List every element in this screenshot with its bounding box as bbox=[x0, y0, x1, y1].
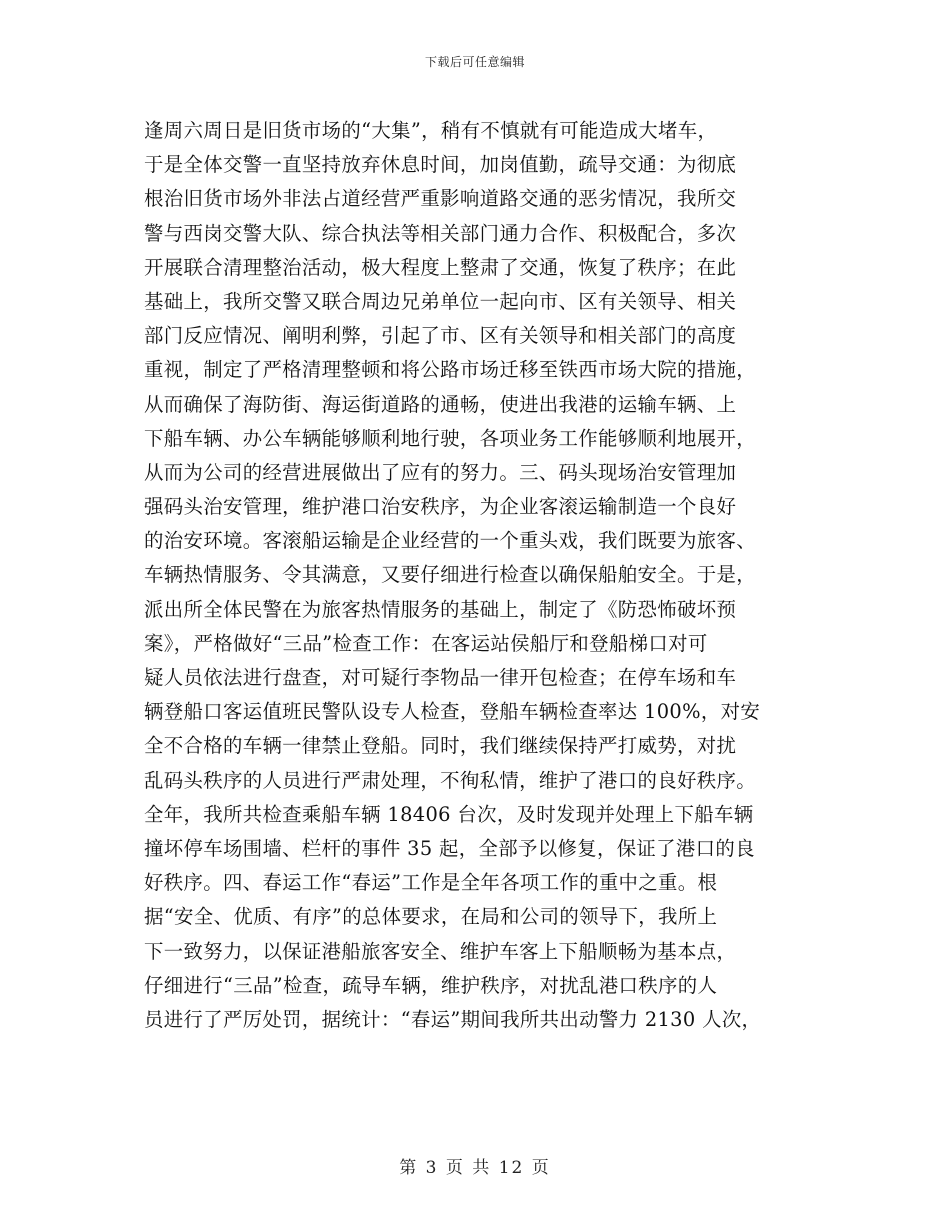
text-line: 下一致努力，以保证港船旅客安全、维护车客上下船顺畅为基本点， bbox=[144, 939, 737, 963]
text-line: 乱码头秩序的人员进行严肃处理，不徇私情，维护了港口的良好秩序。 bbox=[144, 768, 756, 792]
text-line: 的治安环境。客滚船运输是企业经营的一个重头戏，我们既要为旅客、 bbox=[144, 529, 756, 553]
text-line: 员进行了严厉处罚，据统计：“春运”期间我所共出动警力 2130 人次， bbox=[144, 1007, 762, 1031]
text-line: 从而确保了海防街、海运街道路的通畅，使进出我港的运输车辆、上 bbox=[144, 392, 737, 416]
text-line: 仔细进行“三品”检查，疏导车辆，维护秩序，对扰乱港口秩序的人 bbox=[144, 973, 718, 997]
text-line: 全不合格的车辆一律禁止登船。同时，我们继续保持严打威势，对扰 bbox=[144, 734, 737, 758]
text-line: 从而为公司的经营进展做出了应有的努力。三、码头现场治安管理加 bbox=[144, 460, 737, 484]
text-line: 案》，严格做好“三品”检查工作：在客运站侯船厅和登船梯口对可 bbox=[144, 631, 708, 655]
text-line: 辆登船口客运值班民警队设专人检查，登船车辆检查率达 100%，对安 bbox=[144, 700, 761, 724]
text-line: 警与西岗交警大队、综合执法等相关部门通力合作、积极配合，多次 bbox=[144, 221, 737, 245]
text-line: 据“安全、优质、有序”的总体要求，在局和公司的领导下，我所上 bbox=[144, 905, 718, 929]
text-line: 疑人员依法进行盘查，对可疑行李物品一律开包检查；在停车场和车 bbox=[144, 666, 737, 689]
page-number-footer: 第 3 页 共 12 页 bbox=[399, 1158, 551, 1178]
text-line: 车辆热情服务、令其满意，又要仔细进行检查以确保船舶安全。于是， bbox=[144, 563, 756, 587]
text-line: 逢周六周日是旧货市场的“大集”，稍有不慎就有可能造成大堵车， bbox=[144, 119, 718, 142]
text-line: 全年，我所共检查乘船车辆 18406 台次，及时发现并处理上下船车辆 bbox=[144, 802, 754, 826]
text-line: 强码头治安管理，维护港口治安秩序，为企业客滚运输制造一个良好 bbox=[144, 495, 737, 519]
text-line: 部门反应情况、阐明利弊，引起了市、区有关领导和相关部门的高度 bbox=[144, 324, 737, 348]
text-line: 重视，制定了严格清理整顿和将公路市场迁移至铁西市场大院的措施， bbox=[144, 358, 756, 382]
text-line: 撞坏停车场围墙、栏杆的事件 35 起，全部予以修复，保证了港口的良 bbox=[144, 836, 755, 860]
text-line: 开展联合清理整治活动，极大程度上整肃了交通，恢复了秩序；在此 bbox=[144, 255, 737, 279]
text-line: 好秩序。四、春运工作“春运”工作是全年各项工作的重中之重。根 bbox=[144, 871, 718, 895]
text-line: 下船车辆、办公车辆能够顺利地行驶，各项业务工作能够顺利地展开， bbox=[144, 426, 756, 450]
text-line: 于是全体交警一直坚持放弃休息时间，加岗值勤，疏导交通：为彻底 bbox=[144, 153, 737, 177]
page-header: 下载后可任意编辑 bbox=[424, 55, 525, 69]
document-body bbox=[144, 114, 814, 1037]
text-line: 派出所全体民警在为旅客热情服务的基础上，制定了《防恐怖破坏预 bbox=[144, 597, 737, 621]
text-line: 基础上，我所交警又联合周边兄弟单位一起向市、区有关领导、相关 bbox=[144, 289, 737, 313]
text-line: 根治旧货市场外非法占道经营严重影响道路交通的恶劣情况，我所交 bbox=[144, 187, 737, 211]
